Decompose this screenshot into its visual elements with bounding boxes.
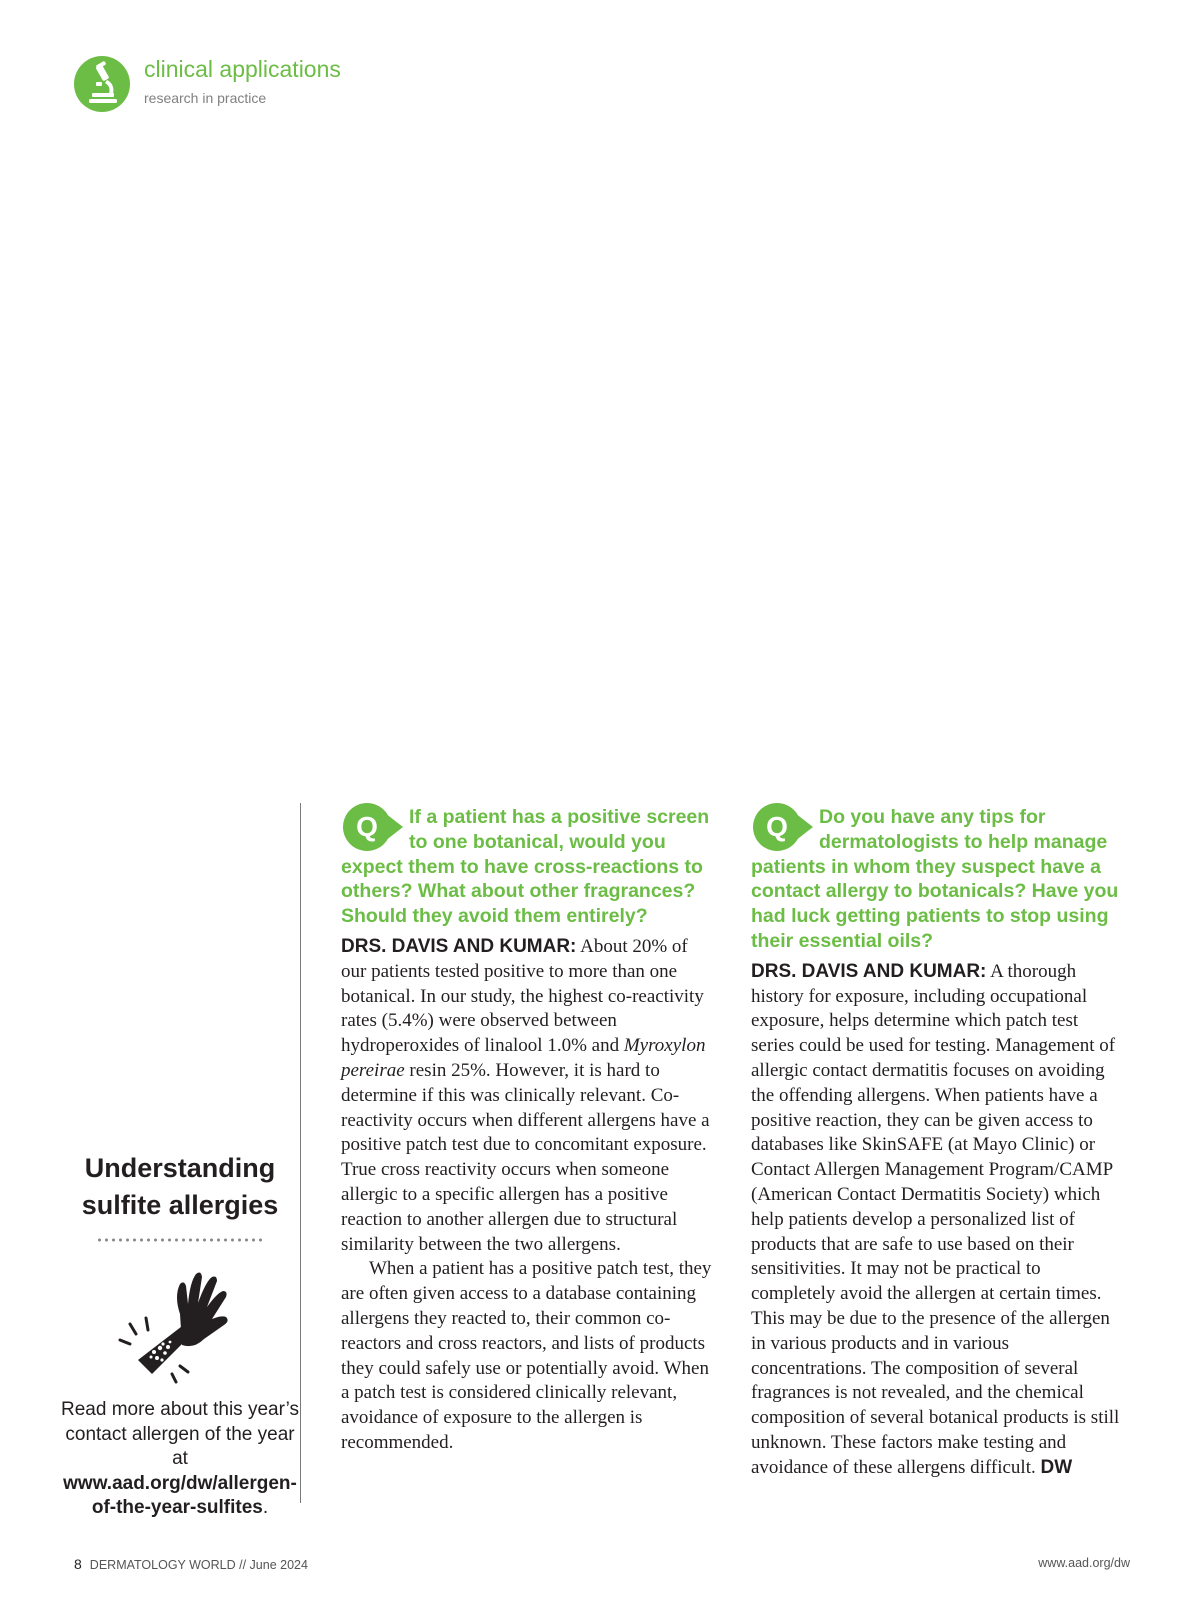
sidebar-title-line2: sulfite allergies: [81, 1190, 279, 1220]
qa-column-left: [341, 805, 716, 1456]
sidebar-text-intro: Read more about this year’s contact allergen of the year at: [61, 1399, 299, 1469]
footer-left: [74, 1556, 308, 1572]
q-badge-letter: Q: [356, 811, 378, 842]
dotted-divider: [96, 1238, 264, 1242]
qa-column-right: [751, 805, 1126, 1481]
column-divider: [300, 803, 301, 1503]
answer-italic: Myroxylon pereirae: [341, 1035, 706, 1081]
answer-paragraph: [751, 960, 1126, 1481]
q-badge-icon: [341, 805, 401, 853]
page-number: 8: [74, 1556, 82, 1572]
q-badge-icon: [751, 805, 811, 853]
answer-body: [751, 960, 1126, 1481]
section-subtitle: research in practice: [144, 90, 267, 106]
question-heading: [751, 805, 1126, 954]
answer-paragraph: When a patient has a positive patch test, they are often given access to a database containing allergens they reacted to, their common co-reactors and cross reactors, and lists of products they could safely use or potentially avoid. When a patch test is considered clinically relevant, avoidance of exposure to the allergen is recommended.: [341, 1258, 712, 1453]
answer-body: [341, 935, 716, 1456]
publication-info: DERMATOLOGY WORLD // June 2024: [89, 1558, 308, 1572]
footer-url[interactable]: www.aad.org/dw: [1038, 1556, 1130, 1570]
q-badge-letter: Q: [766, 811, 788, 842]
sidebar-title-line1: Understanding: [84, 1153, 276, 1183]
hand-rash-icon: [60, 1256, 300, 1386]
microscope-icon: [74, 56, 130, 112]
sidebar-text-end: .: [262, 1497, 269, 1518]
question-heading: [341, 805, 716, 929]
sidebar-text: [60, 1398, 300, 1521]
answer-text: A thorough history for exposure, including occupational exposure, helps determine which patch test series could be used for testing. Management of allergic contact dermatitis focuses on avoiding the offending allergens. When patients have a positive reaction, they can be given access to databases like SkinSAFE (at Mayo Clinic) or Contact Allergen Management Program/CAMP (American Contact Dermatitis Society) which help patients develop a personalized list of products that are safe to use based on their sensitivities. It may not be practical to completely avoid the allergen at certain times. This may be due to the presence of the allergen in various products and in various concentrations. The composition of several fragrances is not revealed, and the chemical composition of several botanical products is still unknown. These factors make testing and avoidance of these allergens difficult.: [751, 960, 1120, 1478]
sidebar-box: [60, 1150, 300, 1521]
answer-text: About 20% of our patients tested positive to more than one botanical. In our study, the highest co-reactivity rates (5.4%) were observed between hydroperoxides of linalool 1.0% and: [341, 935, 704, 1057]
speaker-label: DRS. DAVIS AND KUMAR:: [341, 935, 577, 957]
sidebar-link[interactable]: www.aad.org/dw/allergen-of-the-year-sulfites: [63, 1472, 297, 1518]
speaker-label: DRS. DAVIS AND KUMAR:: [751, 960, 987, 982]
signoff-mark: DW: [1040, 1456, 1073, 1478]
answer-paragraph: [341, 935, 716, 1257]
section-title: clinical applications: [144, 56, 341, 82]
question-text: Do you have any tips for dermatologists to help manage patients in whom they suspect have a contact allergy to botanicals? Have you had luck getting patients to stop using their essential oils?: [751, 806, 1119, 952]
question-text: If a patient has a positive screen to one botanical, would you expect them to have cross-reactions to others? What about other fragrances? Should they avoid them entirely?: [341, 806, 710, 928]
sidebar-title: [60, 1150, 300, 1224]
answer-text: resin 25%. However, it is hard to determine if this was clinically relevant. Co-reactivity occurs when different allergens have a positive patch test due to concomitant exposure. True cross reactivity occurs when someone allergic to a specific allergen has a positive reaction to another allergen due to structural similarity between the two allergens.: [341, 1059, 710, 1255]
